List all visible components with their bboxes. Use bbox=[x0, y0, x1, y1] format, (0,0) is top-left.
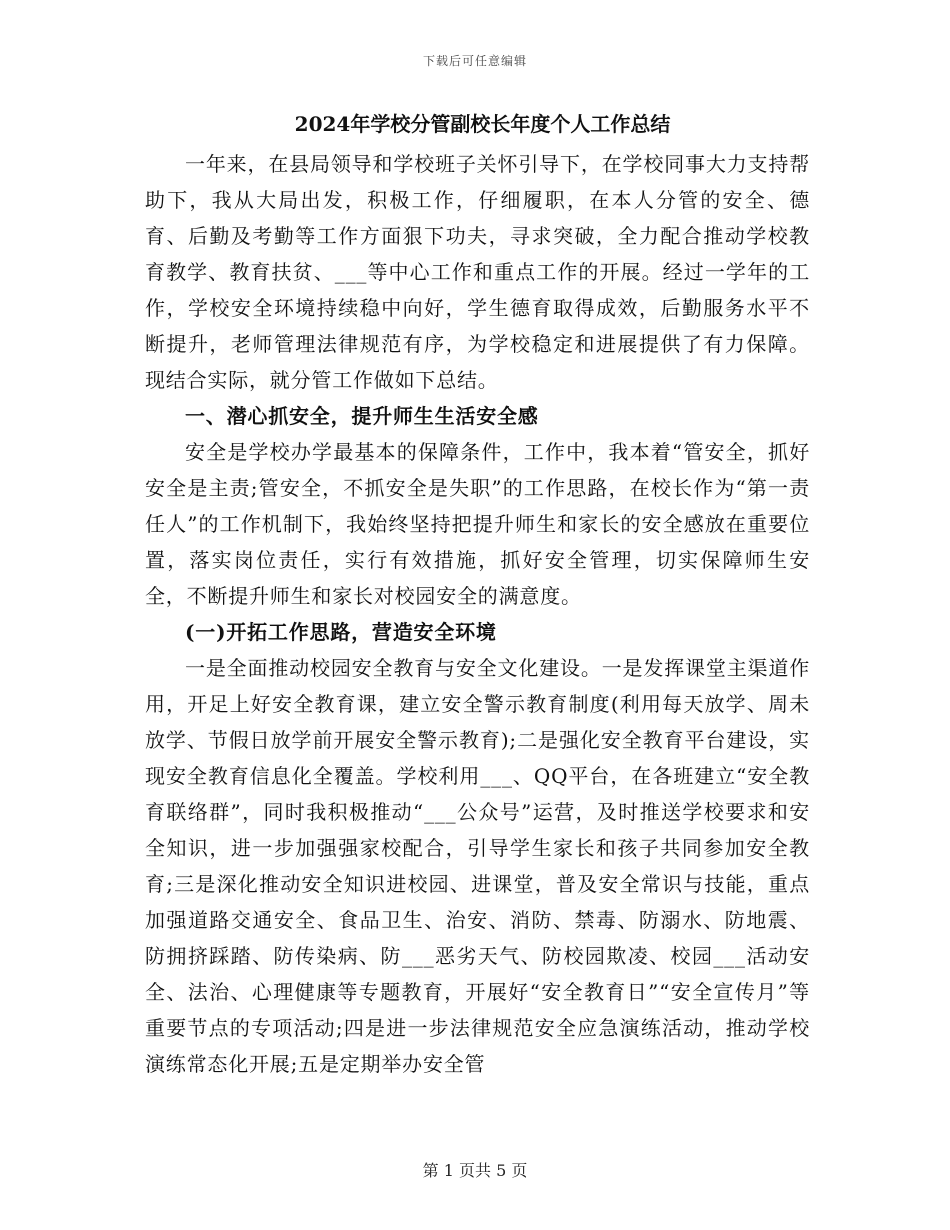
page-footer: 第 1 页共 5 页 bbox=[422, 1161, 528, 1180]
intro-paragraph: 一年来，在县局领导和学校班子关怀引导下，在学校同事大力支持帮助下，我从大局出发，积极工作，仔细履职，在本人分管的安全、德育、后勤及考勤等工作方面狠下功夫，寻求突破，全力配合推动学校教育教学、教育扶贫、___等中心工作和重点工作的开展。经过一学年的工作，学校安全环境持续稳中向好，学生德育取得成效，后勤服务水平不断提升，老师管理法律规范有序，为学校稳定和进展提供了有力保障。现结合实际，就分管工作做如下总结。 bbox=[145, 152, 810, 392]
header-note: 下载后可任意编辑 bbox=[422, 54, 527, 68]
section-heading-safety: 一、潜心抓安全，提升师生生活安全感 bbox=[185, 404, 539, 428]
document-body bbox=[145, 108, 810, 1082]
document-title: 2024年学校分管副校长年度个人工作总结 bbox=[294, 112, 671, 136]
education-paragraph: 一是全面推动校园安全教育与安全文化建设。一是发挥课堂主渠道作用，开足上好安全教育课，建立安全警示教育制度(利用每天放学、周未放学、节假日放学前开展安全警示教育);二是强化安全教育平台建设，实现安全教育信息化全覆盖。学校利用___、QQ平台，在各班建立“安全教育联络群”，同时我积极推动“___公众号”运营，及时推送学校要求和安全知识，进一步加强强家校配合，引导学生家长和孩子共同参加安全教育;三是深化推动安全知识进校园、进课堂，普及安全常识与技能，重点加强道路交通安全、食品卫生、治安、消防、禁毒、防溺水、防地震、防拥挤踩踏、防传染病、防___恶劣天气、防校园欺凌、校园___活动安全、法治、心理健康等专题教育，开展好“安全教育日”“安全宣传月”等重要节点的专项活动;四是进一步法律规范安全应急演练活动，推动学校演练常态化开展;五是定期举办安全管 bbox=[145, 656, 810, 1076]
subsection-heading-environment: (一)开拓工作思路，营造安全环境 bbox=[185, 620, 497, 644]
safety-paragraph: 安全是学校办学最基本的保障条件，工作中，我本着“管安全，抓好安全是主责;管安全，不抓安全是失职”的工作思路，在校长作为“第一责任人”的工作机制下，我始终坚持把提升师生和家长的安全感放在重要位置，落实岗位责任，实行有效措施，抓好安全管理，切实保障师生安全，不断提升师生和家长对校园安全的满意度。 bbox=[145, 440, 810, 608]
